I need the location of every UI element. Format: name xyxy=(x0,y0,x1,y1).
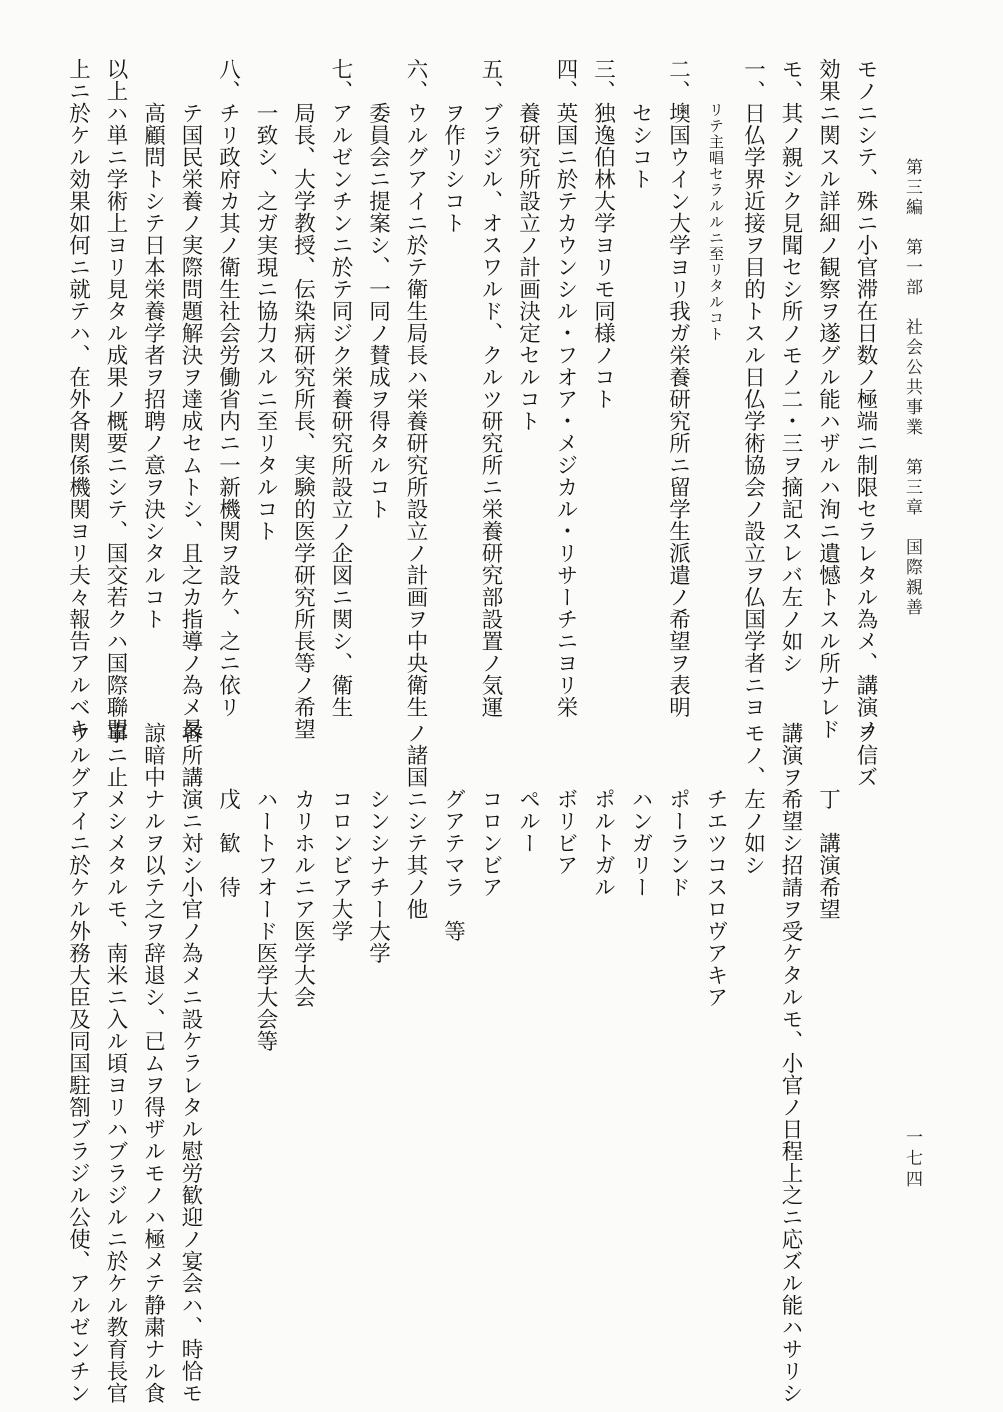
list-item-8: 八、チリ政府カ其ノ衛生社会労働省内ニ一新機関ヲ設ケ、之ニ依リ xyxy=(215,58,241,718)
running-header: 第三編 第一部 社会公共事業 第三章 国際親善 xyxy=(902,158,922,618)
text-line: 講演ヲ希望シ招請ヲ受ケタルモ、小官ノ日程上之ニ応ズル能ハサリシ xyxy=(778,722,803,1404)
text-line: ヲ信ズ xyxy=(853,722,878,788)
country-item: グアテマラ 等 xyxy=(440,788,466,942)
section-heading-tei: 丁 講演希望 xyxy=(815,788,841,920)
text-line: モ、其ノ親シク見聞セシ所ノモノ二・三ヲ摘記スレバ左ノ如シ xyxy=(778,58,803,674)
list-item-7: 七、アルゼンチンニ於テ同ジク栄養研究所設立ノ企図ニ関シ、衛生 xyxy=(328,58,353,718)
text-line: ノ諸国ニシテ其ノ他 xyxy=(403,722,428,920)
country-item: チエツコスロヴアキア xyxy=(703,788,728,1008)
list-item-6-cont: 委員会ニ提案シ、一同ノ賛成ヲ得タルコト xyxy=(365,102,391,520)
text-line: 諒暗中ナルヲ以テ之ヲ辞退シ、已ムヲ得ザルモノハ極メテ静粛ナル食 xyxy=(140,722,166,1404)
institution-item: シンシナチー大学 xyxy=(365,788,391,964)
list-item-8-cont: 高顧問トシテ日本栄養学者ヲ招聘ノ意ヲ決シタルコト xyxy=(140,102,166,630)
list-item-7-cont: 一致シ、之ガ実現ニ協力スルニ至リタルコト xyxy=(253,102,278,542)
country-item: ボリビア xyxy=(553,788,578,876)
page-number: 一七四 xyxy=(902,1128,922,1191)
list-item-2: 二、墺国ウイン大学ヨリ我ガ栄養研究所ニ留学生派遣ノ希望ヲ表明 xyxy=(665,58,691,718)
country-item: ハンガリー xyxy=(628,788,653,898)
institution-item: ハートフオード医学大会等 xyxy=(253,788,278,1052)
text-line: 効果ニ関スル詳細ノ観察ヲ遂グル能ハザルハ洵ニ遺憾トスル所ナレド xyxy=(815,58,841,740)
list-item-3: 三、独逸伯林大学ヨリモ同様ノコト xyxy=(590,58,616,410)
list-item-5-cont: ヲ作リシコト xyxy=(440,102,466,234)
list-item-4: 四、英国ニ於テカウンシル・フオア・メジカル・リサーチニヨリ栄 xyxy=(553,58,578,718)
list-item-1: 一、日仏学界近接ヲ目的トスル日仏学術協会ノ設立ヲ仏国学者ニヨ xyxy=(740,58,766,718)
list-item-7-cont: 局長、大学教授、伝染病研究所長、実験的医学研究所長等ノ希望 xyxy=(290,102,316,740)
list-item-5: 五、ブラジル、オスワルド、クルツ研究所ニ栄養研究部設置ノ気運 xyxy=(478,58,503,718)
country-item: ポルトガル xyxy=(590,788,616,898)
text-line: ウルグアイニ於ケル外務大臣及同国駐劄ブラジル公使、アルゼンチン xyxy=(65,722,91,1404)
text-line: モノニシテ、殊ニ小官滞在日数ノ極端ニ制限セラレタル為メ、講演ノ xyxy=(853,58,878,740)
country-item: ポーランド xyxy=(665,788,691,898)
text-line: 上ニ於ケル効果如何ニ就テハ、在外各関係機関ヨリ夫々報告アルベキ xyxy=(65,58,91,740)
institution-item: カリホルニア医学大会 xyxy=(290,788,316,1008)
text-line: モノ、左ノ如シ xyxy=(740,722,766,876)
upper-text-block xyxy=(59,58,884,740)
list-item-6: 六、ウルグアイニ於テ衛生局長ハ栄養研究所設立ノ計画ヲ中央衛生 xyxy=(403,58,428,718)
text-line: 事ニ止メシメタルモ、南米ニ入ル頃ヨリハブラジルニ於ケル教育長官 xyxy=(103,722,128,1404)
country-item: コロンビア xyxy=(478,788,503,898)
section-heading-bo: 戊 歓 待 xyxy=(215,788,241,898)
text-line: 各所講演ニ対シ小官ノ為メニ設ケラレタル慰労歓迎ノ宴会ハ、時恰モ xyxy=(178,722,203,1404)
text-line: 以上ハ単ニ学術上ヨリ見タル成果ノ概要ニシテ、国交若クハ国際聯盟 xyxy=(103,58,128,740)
institution-item: コロンビア大学 xyxy=(328,788,353,942)
list-item-4-cont: 養研究所設立ノ計画決定セルコト xyxy=(515,102,541,432)
country-item: ペルー xyxy=(515,788,541,854)
list-item-1-cont: リテ主唱セラルルニ至リタルコト xyxy=(707,102,725,342)
list-item-2-cont: セシコト xyxy=(628,102,653,190)
lower-text-block xyxy=(59,722,884,1404)
list-item-8-cont: テ国民栄養ノ実際問題解決ヲ達成セムトシ、且之カ指導ノ為メ最 xyxy=(178,102,203,740)
